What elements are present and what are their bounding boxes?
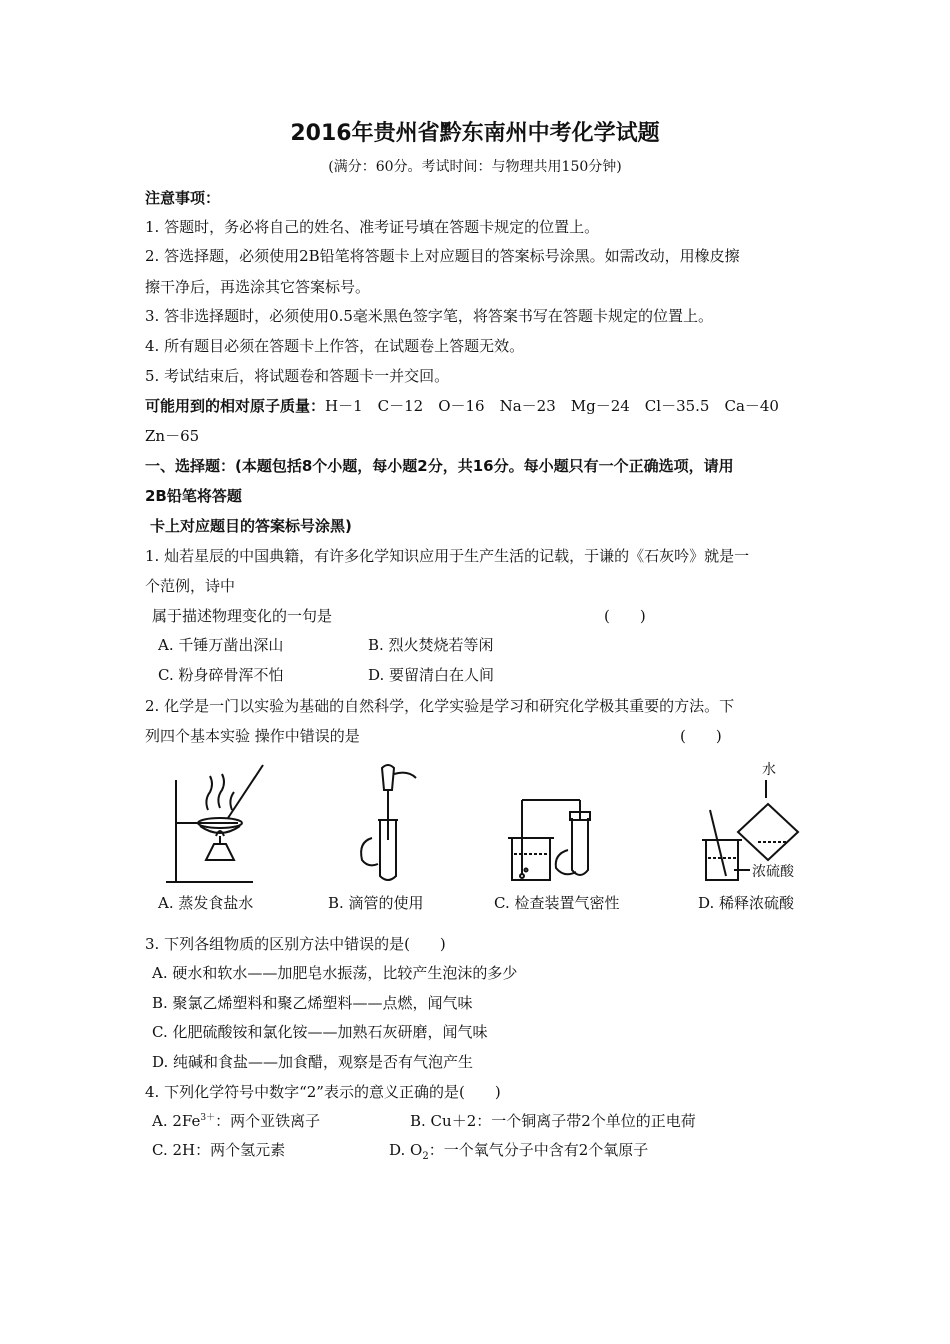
notice-item: 4. 所有题目必须在答题卡上作答，在试题卷上答题无效。 <box>145 337 525 355</box>
page-subtitle: (满分：60分。考试时间：与物理共用150分钟) <box>328 159 622 175</box>
label-water: 水 <box>762 762 776 778</box>
section-heading: 卡上对应题目的答案标号涂黑) <box>150 517 352 535</box>
section-heading: 2B铅笔将答题 <box>145 487 242 505</box>
q1-option-c: C. 粉身碎骨浑不怕 <box>158 666 284 684</box>
evaporation-diagram <box>158 760 298 888</box>
atomic-masses-values: H－1 C－12 O－16 Na－23 Mg－24 Cl－35.5 Ca－40 <box>325 397 779 415</box>
q2-stem: 2. 化学是一门以实验为基础的自然科学，化学实验是学习和研究化学极其重要的方法。下 <box>145 697 735 715</box>
notice-item: 擦干净后，再选涂其它答案标号。 <box>145 278 371 296</box>
q4-option-a <box>152 1111 320 1131</box>
section-heading: 一、选择题：(本题包括8个小题，每小题2分，共16分。每小题只有一个正确选项，请用 <box>145 457 734 475</box>
figure-dilute-acid <box>698 760 838 920</box>
notice-item: 5. 考试结束后，将试题卷和答题卡一并交回。 <box>145 367 450 385</box>
airtight-diagram <box>494 760 634 888</box>
atomic-masses <box>145 396 779 416</box>
q3-stem: 3. 下列各组物质的区别方法中错误的是( ) <box>145 935 446 953</box>
figure-caption: B. 滴管的使用 <box>328 894 424 912</box>
atomic-masses-label: 可能用到的相对原子质量： <box>145 397 326 415</box>
q2-figures <box>150 760 830 920</box>
q4-option-d-formula: D. O <box>389 1141 423 1159</box>
q1-stem: 属于描述物理变化的一句是 <box>152 607 333 625</box>
figure-caption: D. 稀释浓硫酸 <box>698 894 795 912</box>
figure-caption: C. 检查装置气密性 <box>494 894 620 912</box>
dropper-diagram <box>328 760 468 888</box>
figure-airtight <box>494 760 634 920</box>
notice-item: 1. 答题时，务必将自己的姓名、准考证号填在答题卡规定的位置上。 <box>145 218 600 236</box>
q4-option-a-formula: A. 2Fe <box>152 1112 201 1130</box>
q4-option-c: C. 2H：两个氢元素 <box>152 1141 286 1159</box>
notice-item: 3. 答非选择题时，必须使用0.5毫米黑色签字笔，将答案书写在答题卡规定的位置上。 <box>145 307 713 325</box>
q4-option-d <box>389 1140 648 1160</box>
q3-option-c: C. 化肥硫酸铵和氯化铵——加熟石灰研磨，闻气味 <box>152 1023 488 1041</box>
q4-option-d-subscript: 2 <box>422 1151 429 1162</box>
dilute-acid-diagram <box>698 760 838 888</box>
page-title: 2016年贵州省黔东南州中考化学试题 <box>290 121 660 146</box>
q1-answer-blank: ( ) <box>604 607 646 625</box>
figure-evaporation <box>158 760 298 920</box>
atomic-masses-values-2: Zn－65 <box>145 427 200 445</box>
q4-option-a-text: ：两个亚铁离子 <box>215 1112 321 1130</box>
label-acid: 浓硫酸 <box>752 864 794 880</box>
q4-option-b: B. Cu＋2：一个铜离子带2个单位的正电荷 <box>410 1112 696 1130</box>
q2-answer-blank: ( ) <box>680 727 722 745</box>
q4-stem: 4. 下列化学符号中数字“2”表示的意义正确的是( ) <box>145 1083 501 1101</box>
figure-dropper <box>328 760 468 920</box>
q1-option-d: D. 要留清白在人间 <box>368 666 495 684</box>
notice-item: 2. 答选择题，必须使用2B铅笔将答题卡上对应题目的答案标号涂黑。如需改动，用橡皮擦 <box>145 247 740 265</box>
q4-option-a-charge: 3＋ <box>200 1113 216 1123</box>
q1-stem: 个范例，诗中 <box>145 577 236 595</box>
q3-option-a: A. 硬水和软水——加肥皂水振荡，比较产生泡沫的多少 <box>152 964 518 982</box>
notice-heading: 注意事项： <box>145 189 221 207</box>
figure-caption: A. 蒸发食盐水 <box>158 894 254 912</box>
q1-stem: 1. 灿若星辰的中国典籍，有许多化学知识应用于生产生活的记载，于谦的《石灰吟》就是一 <box>145 547 750 565</box>
q3-option-d: D. 纯碱和食盐——加食醋，观察是否有气泡产生 <box>152 1053 474 1071</box>
q1-option-b: B. 烈火焚烧若等闲 <box>368 636 494 654</box>
q1-option-a: A. 千锤万凿出深山 <box>158 636 284 654</box>
q3-option-b: B. 聚氯乙烯塑料和聚乙烯塑料——点燃，闻气味 <box>152 994 473 1012</box>
q4-option-d-text: ：一个氧气分子中含有2个氧原子 <box>428 1141 649 1159</box>
q2-stem: 列四个基本实验 操作中错误的是 <box>145 727 360 745</box>
